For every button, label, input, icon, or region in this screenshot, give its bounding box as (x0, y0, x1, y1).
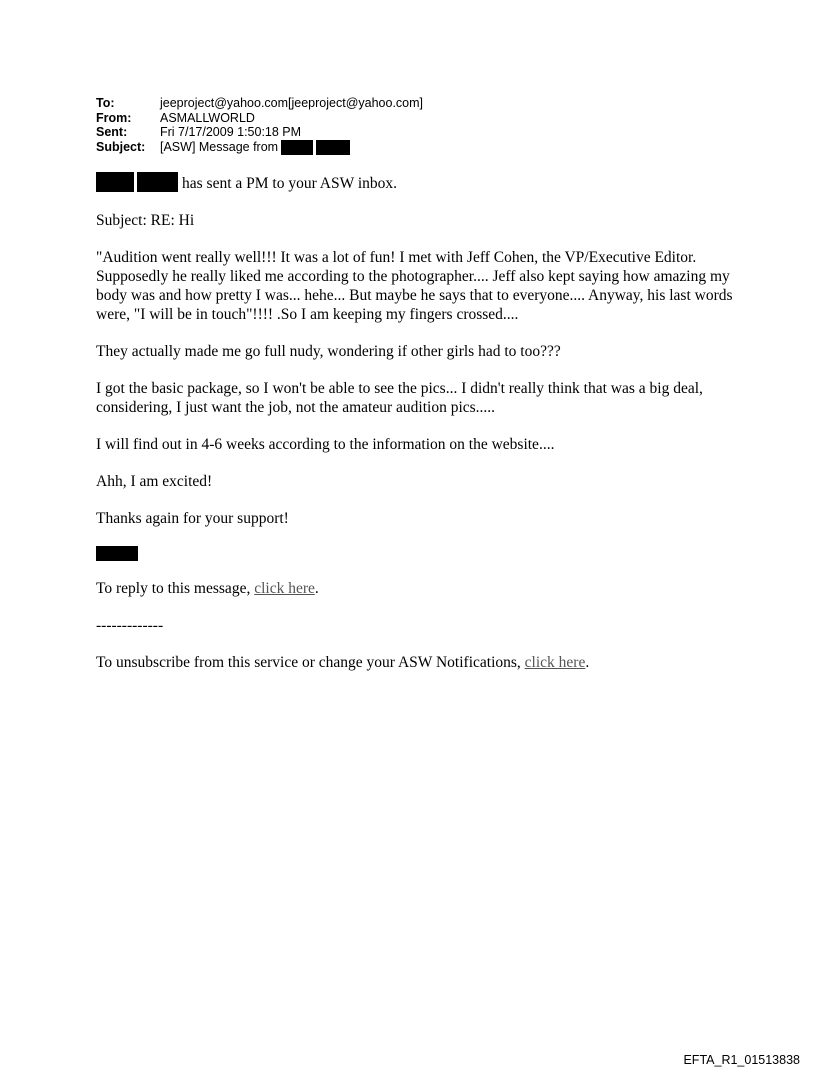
message-paragraph: I will find out in 4-6 weeks according to the information on the website.... (96, 436, 555, 453)
subject-row (96, 140, 423, 155)
message-paragraph: Thanks again for your support! (96, 510, 289, 527)
from-value: ASMALLWORLD (160, 110, 255, 125)
reply-line (96, 579, 736, 598)
unsubscribe-line (96, 653, 736, 672)
from-row (96, 111, 423, 126)
reply-end: . (314, 580, 319, 597)
sent-value: Fri 7/17/2009 1:50:18 PM (160, 125, 302, 139)
to-row (96, 96, 423, 111)
unsubscribe-link[interactable]: click here (524, 654, 586, 671)
message-paragraph: They actually made me go full nudy, wondering if other girls had to too??? (96, 343, 561, 360)
reply-text: To reply to this message, (96, 580, 255, 597)
email-body (96, 172, 736, 690)
message-paragraph: I got the basic package, so I won't be able to see the pics... I didn't really think that was a big deal, considering, I just want the job, not the amateur audition pics..... (96, 380, 703, 416)
to-value: jeeproject@yahoo.com[jeeproject@yahoo.com] (160, 96, 424, 110)
redaction-box (96, 172, 134, 192)
sender-notice-text: has sent a PM to your ASW inbox. (182, 175, 397, 192)
unsubscribe-text: To unsubscribe from this service or change your ASW Notifications, (96, 654, 525, 671)
message-paragraph: "Audition went really well!!! It was a lot of fun! I met with Jeff Cohen, the VP/Executive Editor. Supposedly he really liked me according to the photographer.... Jeff also kept saying how amazing my body was and how pretty I was... hehe... But maybe he says that to everyone.... Anyway, his last words were, "I will be in touch"!!!! .So I am keeping my fingers crossed.... (96, 249, 733, 323)
unsubscribe-end: . (585, 654, 590, 671)
document-id: EFTA_R1_01513838 (683, 1053, 800, 1067)
redaction-box (281, 140, 313, 155)
subject-label: Subject: (96, 139, 146, 154)
divider: ------------- (96, 617, 164, 634)
reply-link[interactable]: click here (254, 580, 315, 597)
redaction-box (137, 172, 178, 192)
message-subject: Subject: RE: Hi (96, 212, 195, 229)
signature (96, 546, 736, 561)
sent-label: Sent: (96, 125, 128, 139)
subject-value: [ASW] Message from (160, 139, 279, 154)
message-paragraph: Ahh, I am excited! (96, 473, 213, 490)
sent-row (96, 125, 423, 140)
redaction-box (316, 140, 350, 155)
from-label: From: (96, 110, 132, 125)
to-label: To: (96, 96, 115, 110)
email-header (96, 96, 423, 155)
redaction-box (96, 546, 138, 561)
sender-notice (96, 172, 736, 193)
